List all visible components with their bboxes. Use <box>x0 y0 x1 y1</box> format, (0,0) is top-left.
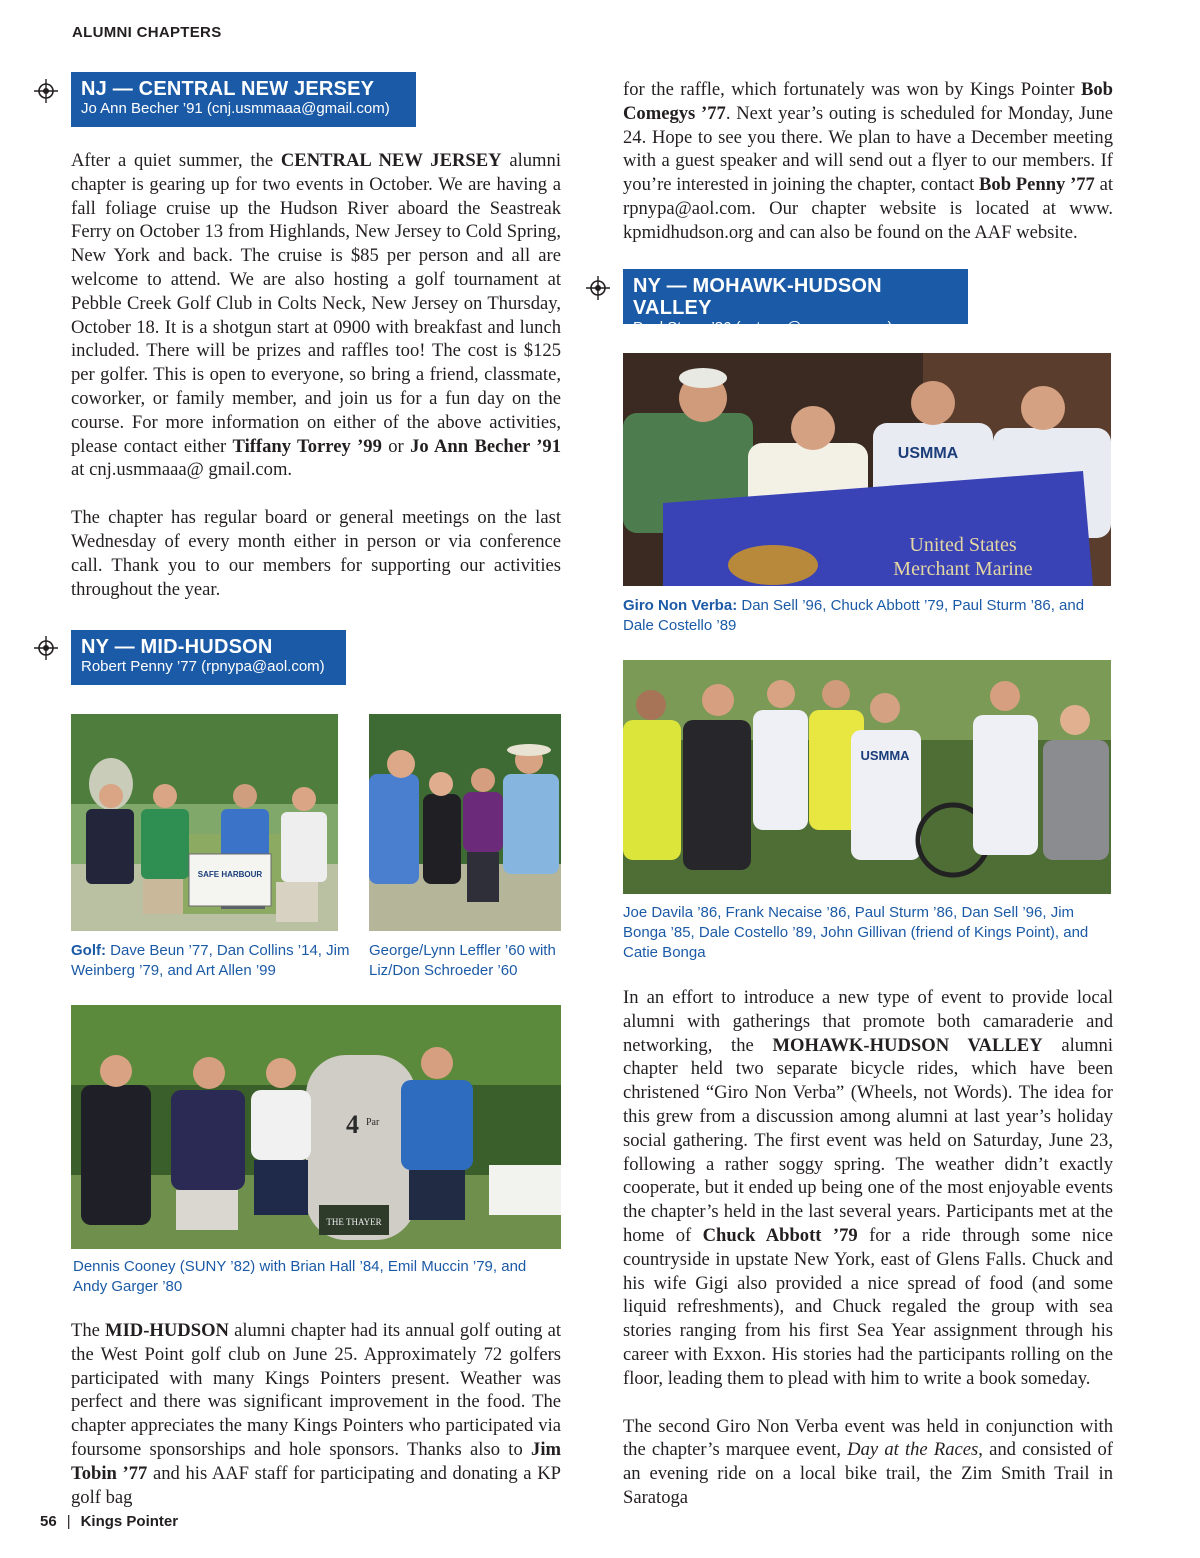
jersey-text: USMMA <box>860 748 910 763</box>
flag-text-2: Merchant Marine <box>893 558 1033 580</box>
publication-name: Kings Pointer <box>80 1513 179 1530</box>
flag-text-1: United States <box>909 534 1017 556</box>
chapter-title: NJ — CENTRAL NEW JERSEY <box>81 78 375 100</box>
compass-icon <box>34 79 58 103</box>
compass-icon <box>586 276 610 300</box>
caption-giro: Giro Non Verba: Dan Sell ’96, Chuck Abbott ’79, Paul Sturm ’86, and Dale Costello ’89 <box>623 597 1085 634</box>
par-label: Par <box>366 1117 380 1128</box>
caption-cooney: Dennis Cooney (SUNY ’82) with Brian Hall ’84, Emil Muccin ’79, and Andy Garger ’80 <box>73 1258 527 1295</box>
mohawk-paragraph-1: In an effort to introduce a new type of event to provide local alumni with gatherings that promote both camaraderie and networking, the MOHAWK-HUDSON VALLEY alumni chapter held two separate bicycle rides, which have been christened “Giro Non Verba” (Wheels, not Words). The idea for this grew from a discussion among alumni at last year’s holiday social gathering. The first event was held on Saturday, June 23, following a rather soggy spring. The weather didn’t exactly cooperate, but it ended up being one of the most enjoyable events the chapter’s held in the last several years. Participants met at the home of Chuck Abbott ’79 for a ride through some nice countryside in upstate New York, east of Glens Falls. Chuck and his wife Gigi also provided a nice spread of food (and some liquid refreshments), and Chuck regaled the group with sea stories ranging from his first Sea Year assignment through his career with Exxon. His stories had the participants rolling on the floor, leading them to plead with him to write a book someday. <box>623 987 1113 1389</box>
chapter-contact: Paul Sturm ’86 (psturm@nycap.rr.com) <box>633 319 893 336</box>
golf-photo <box>71 714 338 931</box>
chapter-contact: Jo Ann Becher ’91 (cnj.usmmaaa@gmail.com) <box>81 100 390 117</box>
group-photo <box>623 660 1111 894</box>
caption-leffler: George/Lynn Leffler ’60 with Liz/Don Schroeder ’60 <box>369 942 556 979</box>
section-label: ALUMNI CHAPTERS <box>72 24 222 41</box>
nj-paragraph-2: The chapter has regular board or general meetings on the last Wednesday of every month either in person or via conference call. Thank you to our members for supporting our activities throughout the year. <box>71 507 561 600</box>
nj-paragraph-1: After a quiet summer, the CENTRAL NEW JERSEY alumni chapter is gearing up for two events in October. We are having a fall foliage cruise up the Hudson River aboard the Seastreak Ferry on October 13 from Highlands, New Jersey to Cold Spring, New York and back. The cruise is $85 per person and all are welcome to attend. We are also hosting a golf tournament at Pebble Creek Golf Club in Colts Neck, New Jersey on Thursday, October 18. It is a shotgun start at 0900 with breakfast and lunch included. There will be prizes and raffles too! The cost is $125 per golfer. This is open to everyone, so bring a friend, classmate, coworker, or family member, and join us for a fun day on the course. For more information on either of the above activities, please contact either Tiffany Torrey ’99 or Jo Ann Becher ’91 at cnj.usmmaaa@ gmail.com. <box>71 150 562 481</box>
mid-hudson-continued <box>623 78 1113 245</box>
mid-hudson-paragraph-cont: for the raffle, which fortunately was won by Kings Pointer Bob Comegys ’77. Next year’s outing is scheduled for Monday, June 24. Hope to see you there. We plan to have a December meeting with a guest speaker and will send out a flyer to our members. If you’re interested in joining the chapter, contact Bob Penny ’77 at rpnypa@aol.com. Our chapter website is located at www. kpmidhudson.org and can also be found on the AAF website. <box>623 79 1114 243</box>
chapter-title: NY — MOHAWK-HUDSON VALLEY <box>633 275 882 319</box>
mohawk-paragraph-2: The second Giro Non Verba event was held in conjunction with the chapter’s marquee event, Day at the Races, and consisted of an evening ride on a local bike trail, the Zim Smith Trail in Saratoga <box>623 1415 1113 1508</box>
giro-photo <box>623 353 1111 586</box>
nj-article <box>71 149 561 601</box>
compass-icon <box>34 636 58 660</box>
page-footer <box>40 1513 178 1530</box>
mid-hudson-paragraph: The MID-HUDSON alumni chapter had its annual golf outing at the West Point golf club on June 25. Approximately 72 golfers participated with many Kings Pointers present. Weather was perfect and there was significant improvement in the food. The chapter appreciates the many Kings Pointers who participated via foursome sponsorships and hole sponsors. Thanks also to Jim Tobin ’77 and his AAF staff for participating and donating a KP golf bag <box>71 1320 562 1508</box>
chapter-header-mid-hudson <box>71 630 346 685</box>
caption-davila: Joe Davila ’86, Frank Necaise ’86, Paul Sturm ’86, Dan Sell ’96, Jim Bonga ’85, Dale Costello ’89, John Gillivan (friend of Kings Point), and Catie Bonga <box>623 904 1089 961</box>
mid-hudson-article <box>71 1319 561 1509</box>
page-number: 56 <box>40 1513 57 1530</box>
footer-separator: | <box>66 1513 71 1530</box>
chapter-header-nj <box>71 72 416 127</box>
caption-golf: Golf: Dave Beun ’77, Dan Collins ’14, Jim Weinberg ’79, and Art Allen ’99 <box>71 942 350 979</box>
cooney-photo <box>71 1005 561 1249</box>
mohawk-article <box>623 986 1113 1510</box>
sign-text: SAFE HARBOUR <box>197 870 263 879</box>
leffler-photo <box>369 714 561 931</box>
sign-text: THE THAYER <box>326 1217 382 1227</box>
hole-number: 4 <box>346 1110 359 1139</box>
chapter-contact: Robert Penny ’77 (rpnypa@aol.com) <box>81 658 325 675</box>
jersey-text: USMMA <box>897 445 959 462</box>
chapter-header-mohawk <box>623 269 968 336</box>
chapter-title: NY — MID-HUDSON <box>81 636 273 658</box>
